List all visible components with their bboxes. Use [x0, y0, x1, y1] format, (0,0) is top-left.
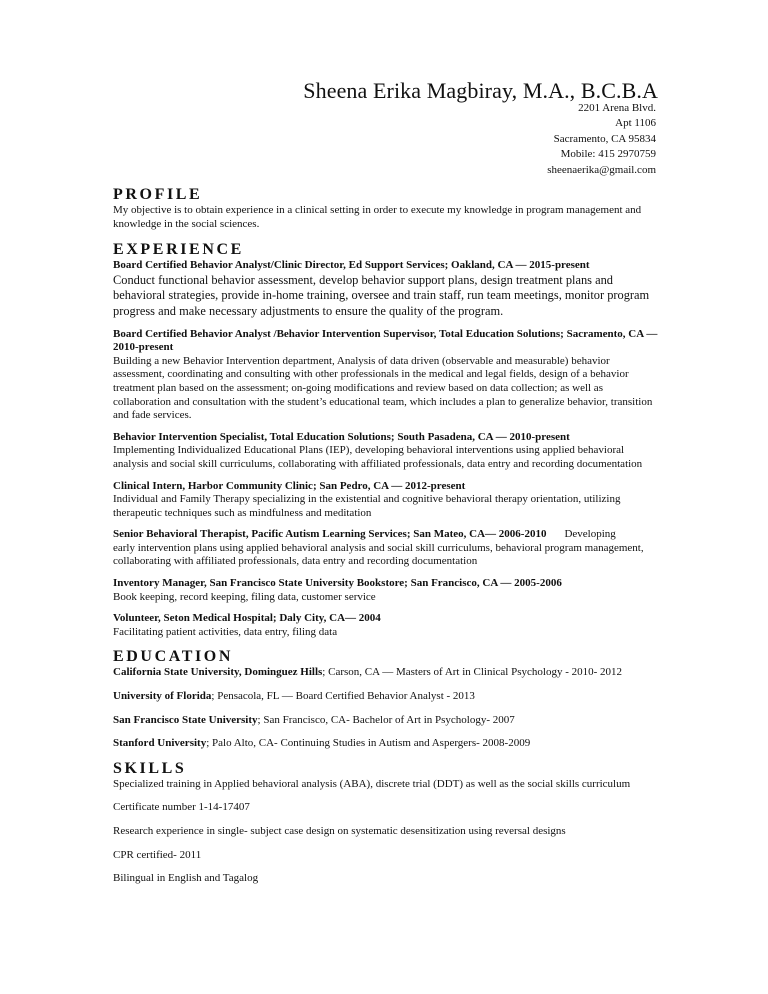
job-description: Building a new Behavior Intervention department, Analysis of data driven (observable and measurable) behavior assessment, coordinating and consulting with other professionals in the medical and legal fields, design of a behavior treatment plan based on the assessment; on-going modifications and review based on data collection; as well as collaboration and consultation with the student’s educational team, which includes a plan to generalize behavior, transition and fade services.: [113, 354, 653, 422]
job-title: Senior Behavioral Therapist, Pacific Autism Learning Services; San Mateo, CA— 2006-2010: [113, 528, 547, 541]
job-description: Implementing Individualized Educational Plans (IEP), developing behavioral interventions using applied behavioral analysis and social skill curriculums, collaborating with affiliated professionals, data entry and recording documentation: [113, 444, 643, 470]
school-name: San Francisco State University: [113, 713, 258, 726]
job-entry: [113, 577, 661, 604]
job-description-lead: Developing: [564, 528, 616, 541]
profile-section: [113, 186, 661, 231]
job-entry: [113, 431, 661, 472]
job-title-row: [113, 528, 661, 542]
job-description: Conduct functional behavior assessment, develop behavior support plans, design treatment plans and behavioral strategies, provide in-home training, oversee and train staff, run team meetings, monitor program progress and make necessary adjustments to ensure the quality of the program.: [113, 272, 650, 318]
job-title: Volunteer, Seton Medical Hospital; Daly City, CA— 2004: [113, 612, 381, 625]
job-title: Board Certified Behavior Analyst /Behavior Intervention Supervisor, Total Education Solutions; Sacramento, CA — 2010-present: [113, 327, 658, 354]
contact-block: [396, 101, 656, 178]
city-state-zip: Sacramento, CA 95834: [553, 132, 656, 145]
job-title: Inventory Manager, San Francisco State University Bookstore; San Francisco, CA — 2005-2006: [113, 577, 562, 590]
job-description: Book keeping, record keeping, filing data, customer service: [113, 590, 376, 603]
school-name: Stanford University: [113, 737, 207, 750]
job-title: Board Certified Behavior Analyst/Clinic Director, Ed Support Services; Oakland, CA — 2015-present: [113, 259, 590, 272]
education-detail: ; Palo Alto, CA- Continuing Studies in Autism and Aspergers- 2008-2009: [206, 737, 531, 750]
skill-item: Specialized training in Applied behavioral analysis (ABA), discrete trial (DDT) as well as the social skills curriculum: [113, 777, 631, 790]
experience-section: [113, 241, 661, 639]
experience-heading: EXPERIENCE: [113, 241, 244, 259]
job-title: Behavior Intervention Specialist, Total Education Solutions; South Pasadena, CA — 2010-present: [113, 430, 570, 443]
skill-item: Research experience in single- subject case design on systematic desensitization using reversal designs: [113, 825, 566, 837]
job-entry: [113, 259, 661, 319]
education-detail: ; San Francisco, CA- Bachelor of Art in Psychology- 2007: [257, 713, 515, 726]
education-detail: ; Pensacola, FL — Board Certified Behavior Analyst - 2013: [211, 690, 475, 703]
applicant-name: Sheena Erika Magbiray, M.A., B.C.B.A: [303, 78, 658, 103]
education-item: [113, 690, 661, 704]
address-line-1: 2201 Arena Blvd.: [578, 102, 656, 114]
education-detail: ; Carson, CA — Masters of Art in Clinical Psychology - 2010- 2012: [322, 666, 623, 679]
job-entry: [113, 528, 661, 569]
job-entry: [113, 612, 661, 639]
mobile-number: Mobile: 415 2970759: [560, 148, 656, 161]
job-entry: [113, 480, 661, 521]
skill-item: Certificate number 1-14-17407: [113, 801, 250, 814]
job-entry: [113, 328, 661, 423]
job-description: Individual and Family Therapy specializing in the existential and cognitive behavioral therapy orientation, utilizing therapeutic techniques such as mindfulness and meditation: [113, 493, 621, 519]
job-title: Clinical Intern, Harbor Community Clinic; San Pedro, CA — 2012-present: [113, 479, 466, 492]
email-address: sheenaerika@gmail.com: [547, 163, 656, 176]
address-line-2: Apt 1106: [615, 117, 656, 130]
education-item: [113, 737, 661, 751]
job-description: Facilitating patient activities, data entry, filing data: [113, 625, 338, 638]
school-name: University of Florida: [113, 690, 212, 703]
skill-item: Bilingual in English and Tagalog: [113, 872, 259, 885]
profile-heading: PROFILE: [113, 186, 203, 203]
skills-section: [113, 760, 661, 886]
education-section: [113, 648, 661, 750]
school-name: California State University, Dominguez Hills: [113, 666, 323, 679]
job-description: early intervention plans using applied behavioral analysis and social skill curriculums, behavioral program management, collaborating with affiliated professionals, data entry and recording documentation: [113, 541, 644, 568]
education-heading: EDUCATION: [113, 648, 234, 666]
skill-item: CPR certified- 2011: [113, 848, 202, 861]
skills-heading: SKILLS: [113, 759, 187, 777]
education-item: [113, 666, 661, 680]
education-item: [113, 714, 661, 728]
profile-text: My objective is to obtain experience in a clinical setting in order to execute my knowledge in program management and knowledge in the social sciences.: [113, 204, 642, 230]
resume-body: [113, 186, 661, 886]
